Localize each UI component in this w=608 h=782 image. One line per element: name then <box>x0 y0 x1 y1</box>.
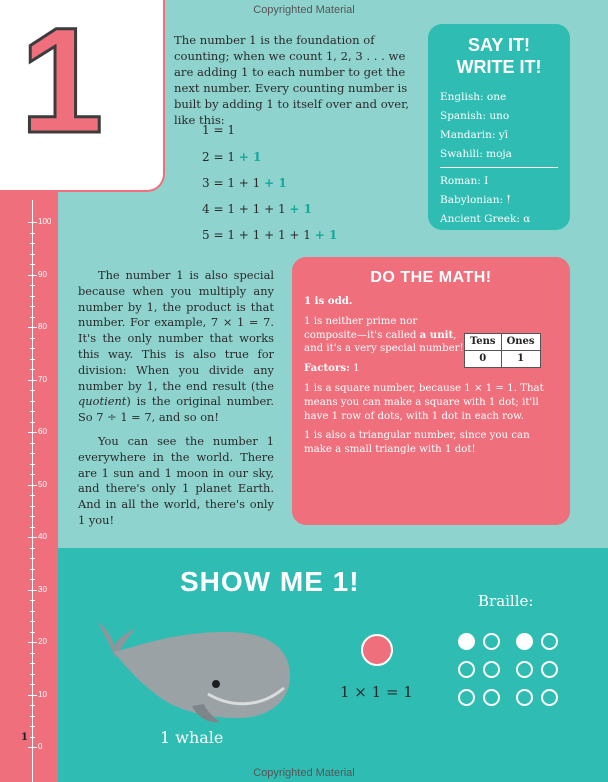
braille-label: Braille: <box>478 592 534 610</box>
ruler-minor-tick <box>30 369 35 370</box>
special-text <box>78 268 274 537</box>
say-it-title-line2: WRITE IT! <box>456 57 542 77</box>
spanish-word: Spanish: uno <box>440 110 510 122</box>
ruler-minor-tick <box>30 632 35 633</box>
mandarin-word: Mandarin: yī <box>440 129 509 141</box>
ruler-minor-tick <box>30 579 35 580</box>
ruler-minor-tick <box>30 254 35 255</box>
braille-dot-empty <box>483 661 500 678</box>
big-number: 1 <box>20 0 99 164</box>
do-the-math-title: DO THE MATH! <box>370 269 492 286</box>
ruler-label: 50 <box>38 479 47 489</box>
ruler-tick <box>28 222 37 223</box>
ruler-minor-tick <box>30 495 35 496</box>
one-dot <box>361 634 393 666</box>
ruler-minor-tick <box>30 453 35 454</box>
equation-3: 3 = 1 + 1 + 1 <box>202 176 287 190</box>
whale-eye <box>212 680 220 688</box>
ruler-minor-tick <box>30 464 35 465</box>
special-paragraph-1: The number 1 is also special because when you multiply any number by 1, the product is that number. For example, 7 × 1 = 7. It's the only number that works this way. This is also true for division: When you divide any number by 1, the end result (the quotient) is the original number. So 7 ÷ 1 = 7, and so on! <box>78 268 274 425</box>
ruler-minor-tick <box>30 285 35 286</box>
ruler-minor-tick <box>30 506 35 507</box>
do-the-math-box <box>292 257 570 525</box>
ruler-minor-tick <box>30 516 35 517</box>
ruler-label: 70 <box>38 374 47 384</box>
ruler-minor-tick <box>30 359 35 360</box>
roman-numeral: Roman: I <box>440 175 489 187</box>
odd-fact: 1 is odd. <box>304 295 353 307</box>
braille-dot-empty <box>516 689 533 706</box>
ruler-minor-tick <box>30 653 35 654</box>
ruler-label: 80 <box>38 322 47 331</box>
ruler-minor-tick <box>30 716 35 717</box>
equation-5: 5 = 1 + 1 + 1 + 1 + 1 <box>202 228 338 242</box>
ruler-minor-tick <box>30 422 35 423</box>
ruler-minor-tick <box>30 243 35 244</box>
multiplication-label: 1 × 1 = 1 <box>340 683 413 701</box>
say-it-title <box>440 34 558 78</box>
ruler-tick <box>28 747 37 748</box>
ruler-minor-tick <box>30 705 35 706</box>
table-value-tens: 0 <box>465 350 502 367</box>
ruler-minor-tick <box>30 548 35 549</box>
equation-1: 1 = 1 <box>202 123 235 137</box>
babylonian-numeral: Babylonian: 𒁹 <box>440 194 511 206</box>
ruler-minor-tick <box>30 600 35 601</box>
ruler-minor-tick <box>30 674 35 675</box>
braille-dot-raised <box>458 633 475 650</box>
braille-dot-empty <box>541 689 558 706</box>
ruler-minor-tick <box>30 233 35 234</box>
ruler-minor-tick <box>30 306 35 307</box>
ruler-minor-tick <box>30 558 35 559</box>
ruler-minor-tick <box>30 737 35 738</box>
braille-dot-empty <box>541 633 558 650</box>
ruler-label: 10 <box>38 689 47 699</box>
ruler-tick <box>28 485 37 486</box>
factors-fact: Factors: 1 <box>304 362 360 375</box>
prime-fact: 1 is neither prime nor composite—it's called a unit, and it's a very special number! <box>304 315 464 355</box>
ruler-label: 40 <box>38 532 47 541</box>
braille-dot-empty <box>483 633 500 650</box>
copyright-bottom: Copyrighted Material <box>253 767 355 779</box>
say-it-box <box>428 24 570 230</box>
ruler-minor-tick <box>30 296 35 297</box>
page-number: 1 <box>21 732 28 743</box>
whale-label: 1 whale <box>160 728 224 747</box>
ruler-label: 100 <box>38 217 52 226</box>
show-me-title: SHOW ME 1! <box>180 566 360 597</box>
square-fact: 1 is a square number, because 1 × 1 = 1. That means you can make a square with 1 dot; it'll have 1 row of dots, with 1 dot in each row. <box>304 382 544 422</box>
ruler-tick <box>28 590 37 591</box>
ruler-minor-tick <box>30 569 35 570</box>
braille-dot-empty <box>483 689 500 706</box>
english-word: English: one <box>440 91 507 103</box>
ruler-minor-tick <box>30 264 35 265</box>
ruler-minor-tick <box>30 401 35 402</box>
copyright-top: Copyrighted Material <box>253 4 355 16</box>
ruler-minor-tick <box>30 663 35 664</box>
ruler-tick <box>28 642 37 643</box>
triangular-fact: 1 is also a triangular number, since you can make a small triangle with 1 dot! <box>304 430 530 456</box>
ruler-minor-tick <box>30 611 35 612</box>
ruler-label: 60 <box>38 427 47 436</box>
ruler-minor-tick <box>30 390 35 391</box>
equation-4: 4 = 1 + 1 + 1 + 1 <box>202 202 312 216</box>
ruler-minor-tick <box>30 317 35 318</box>
greek-numeral: Ancient Greek: α <box>440 213 531 225</box>
table-header-ones: Ones <box>501 334 540 351</box>
braille-dot-raised <box>516 633 533 650</box>
ruler-minor-tick <box>30 411 35 412</box>
braille-dot-empty <box>541 661 558 678</box>
table-value-ones: 1 <box>501 350 540 367</box>
ruler-tick <box>28 327 37 328</box>
ruler-minor-tick <box>30 621 35 622</box>
ruler-tick <box>28 432 37 433</box>
say-it-title-line1: SAY IT! <box>467 35 531 55</box>
braille-dot-empty <box>458 689 475 706</box>
ruler-minor-tick <box>30 474 35 475</box>
special-paragraph-2: You can see the number 1 everywhere in the world. There are 1 sun and 1 moon in our sky, and there's only 1 planet Earth. And in all the world, there's only 1 you! <box>78 433 274 527</box>
swahili-word: Swahili: moja <box>440 148 512 160</box>
ruler-label: 30 <box>38 584 47 594</box>
ruler-minor-tick <box>30 443 35 444</box>
whale-illustration <box>88 618 298 726</box>
table-header-tens: Tens <box>465 334 502 351</box>
ruler <box>0 190 58 782</box>
ruler-tick <box>28 695 37 696</box>
ruler-tick <box>28 537 37 538</box>
ruler-label: 20 <box>38 637 47 646</box>
ruler-tick <box>28 380 37 381</box>
ruler-minor-tick <box>30 726 35 727</box>
ruler-minor-tick <box>30 684 35 685</box>
big-number-panel <box>0 0 165 192</box>
ruler-label: 0 <box>38 742 43 751</box>
ruler-minor-tick <box>30 338 35 339</box>
braille-dot-empty <box>458 661 475 678</box>
equation-2: 2 = 1 + 1 <box>202 150 262 164</box>
ruler-minor-tick <box>30 348 35 349</box>
ruler-label: 90 <box>38 269 47 279</box>
ruler-minor-tick <box>30 527 35 528</box>
braille-dot-empty <box>516 661 533 678</box>
intro-paragraph: The number 1 is the foundation of counting; when we count 1, 2, 3 . . . we are adding 1 to each number to get the next number. Every counting number is built by adding 1 to itself over and over, like this: <box>174 33 410 127</box>
say-it-divider <box>440 167 558 168</box>
ruler-tick <box>28 275 37 276</box>
place-value-table <box>464 333 541 368</box>
